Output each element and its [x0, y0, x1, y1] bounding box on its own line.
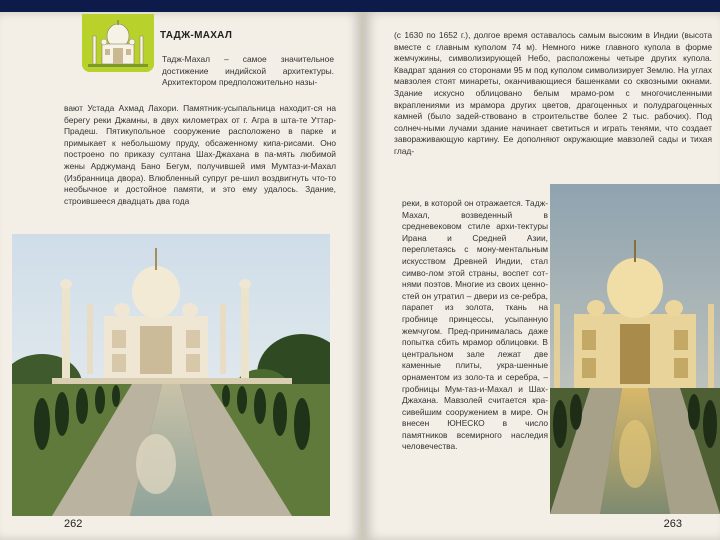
left-body-text: вают Устада Ахмад Лахори. Памятник-усыпальница находит-ся на берегу реки Джамны, в двух километрах от г. Агра в шта-те Уттар-Прадеш. Пятикупольное сооружение расположено в парке и примыкает к небольшому пруду, обсаженному кипа-рисами. Оно построено по приказу султана Шах-Джахана в па-мять любимой жены Арджуманд Бано Бегум, получившей имя Мумтаз-и-Махал (Избранница двора). Влюбленный супруг ре-шил воздвигнуть что-то необычное и достойное памяти, и это ему удалось. Здание, строившееся двадцать два года	[64, 103, 336, 206]
right-page	[364, 12, 720, 540]
lead-paragraph: Тадж-Махал – самое значительное достижение индийской архитектуры. Архитектором предположительно назы-	[162, 54, 334, 88]
page-number-right: 263	[663, 518, 682, 530]
page-number-left: 262	[64, 518, 83, 530]
right-column-text: реки, в которой он отражается. Тадж-Махал, возведенный в средневековом стиле архи-тектуры Ирана и Средней Азии, переплетаясь с мону-ментальным искусством Древней Индии, стал симво-лом этой страны, воспет сот-нями поэтов. Многие из своих ценно-стей он утратил – двери из се-ребра, парапет из золота, ткань на гробнице принцессы, усыпанную жемчугом. Пред-принималась даже попытка сбить мрамор облицовки. В центральном зале лежат две каменные плиты, укра-шенные орнаментом из золо-та и серебра, – гробницы Мум-таз-и-Махал и Шах-Джахана. Мавзолей считается кра-сивейшим сооружением в мире. Он внесен ЮНЕСКО в число памятников всемирного наследия человечества.	[402, 198, 548, 452]
top-border	[0, 0, 720, 12]
taj-mahal-photo	[12, 234, 330, 516]
taj-mahal-sunset-photo	[550, 184, 720, 514]
right-top-text: (с 1630 по 1652 г.), долгое время оставалось самым высоким в Индии (высота вместе с главным куполом 74 м). Немного ниже главного купола в форме жемчужины, символизирующей Небо, расположены четыре других купола. Квадрат здания со сторонами 95 м под куполом символизирует Землю. На углах мавзолея стоят минареты, оканчивающиеся башенками со сквозными окнами. Здание искусно облицовано белым мрамо-ром с многочисленными вкраплениями из мрамора других цветов, драгоценных и полудрагоценных камней (было задей-ствовано в строительстве более 2 тыс. рабочих). Под солнеч-ными лучами здание начинает светиться и играть тенями, что создает завораживающую картину. Ее дополняют окружающие мавзолей сады и тихая глад-	[394, 30, 712, 156]
article-title: ТАДЖ-МАХАЛ	[160, 30, 233, 41]
left-page	[0, 12, 362, 540]
taj-mahal-badge-icon	[82, 14, 154, 72]
